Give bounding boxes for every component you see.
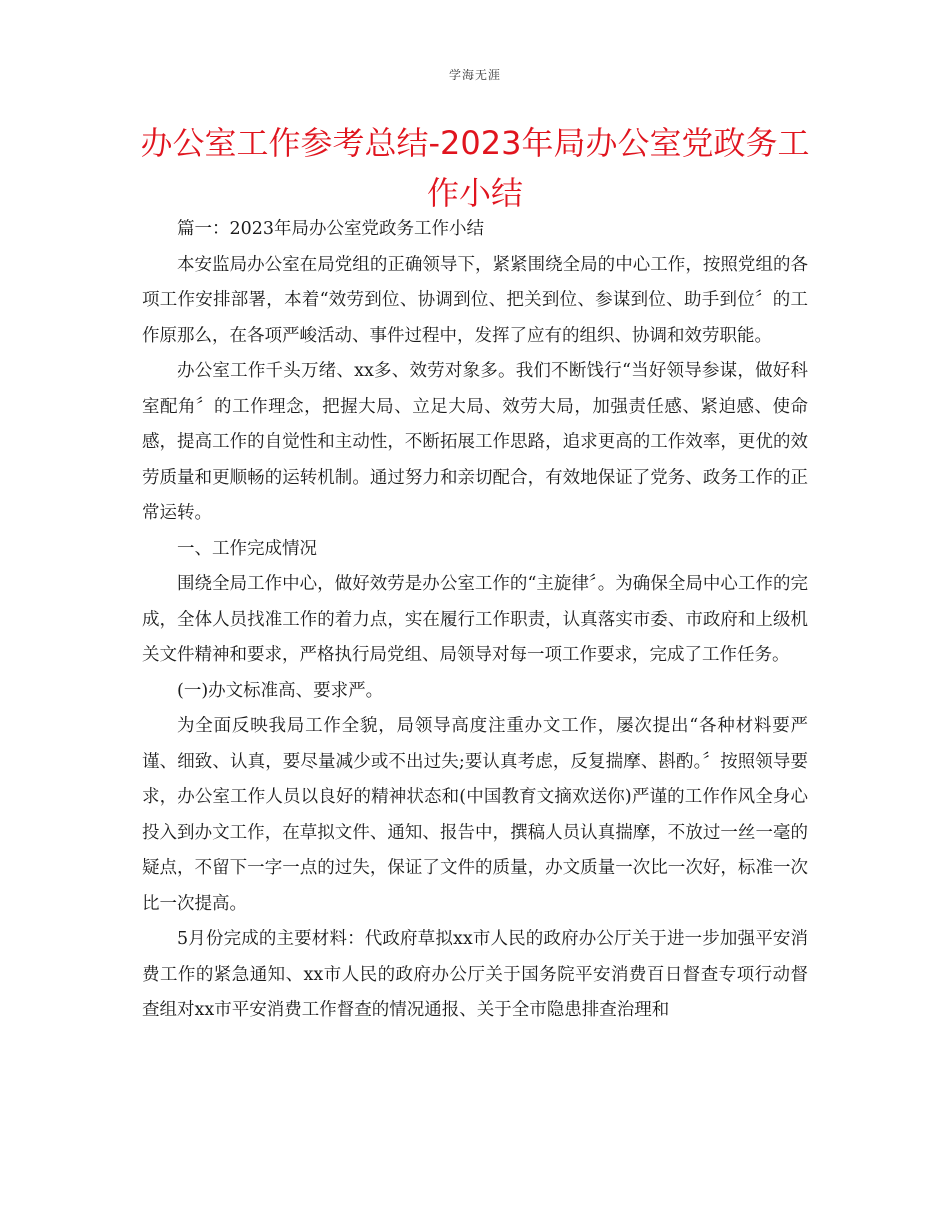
- paragraph-work-center: 围绕全局工作中心，做好效劳是办公室工作的“主旋律〞。为确保全局中心工作的完成，全体人员找准工作的着力点，实在履行工作职责，认真落实市委、市政府和上级机关文件精神和要求，严格执行局党组、局领导对每一项工作要求，完成了工作任务。: [142, 574, 808, 665]
- paragraph-intro: 本安监局办公室在局党组的正确领导下，紧紧围绕全局的中心工作，按照党组的各项工作安排部署，本着“效劳到位、协调到位、把关到位、参谋到位、助手到位〞的工作原那么，在各项严峻活动、事件过程中，发挥了应有的组织、协调和效劳职能。: [142, 254, 808, 346]
- section-heading-work-completion: 一、工作完成情况: [177, 538, 317, 559]
- paragraph-document-quality: 为全面反映我局工作全貌，局领导高度注重办文工作，屡次提出“各种材料要严谨、细致、认真，要尽量减少或不出过失;要认真考虑，反复揣摩、斟酌。〞按照领导要求，办公室工作人员以良好的精神状态和(中国教育文摘欢送你)严谨的工作作风全身心投入到办文工作，在草拟文件、通知、报告中，撰稿人员认真揣摩，不放过一丝一毫的疑点，不留下一字一点的过失，保证了文件的质量，办文质量一次比一次好，标准一次比一次提高。: [142, 716, 808, 914]
- subsection-heading-document-standards: (一)办文标准高、要求严。: [177, 680, 384, 701]
- paragraph-office-work: 办公室工作千头万绪、xx多、效劳对象多。我们不断饯行“当好领导参谋，做好科室配角〞的工作理念，把握大局、立足大局、效劳大局，加强责任感、紧迫感、使命感，提高工作的自觉性和主动性，不断拓展工作思路，追求更高的工作效率，更优的效劳质量和更顺畅的运转机制。通过努力和亲切配合，有效地保证了党务、政务工作的正常运转。: [142, 361, 808, 523]
- document-body: [142, 212, 808, 1029]
- document-title: 办公室工作参考总结-2023年局办公室党政务工作小结: [140, 124, 810, 212]
- page-header: 学海无涯: [448, 68, 501, 82]
- paragraph-may-materials: 5月份完成的主要材料：代政府草拟xx市人民的政府办公厅关于进一步加强平安消费工作的紧急通知、xx市人民的政府办公厅关于国务院平安消费百日督查专项行动督查组对xx市平安消费工作督查的情况通报、关于全市隐患排查治理和: [142, 929, 808, 1020]
- paragraph-part-heading: 篇一：2023年局办公室党政务工作小结: [177, 219, 485, 239]
